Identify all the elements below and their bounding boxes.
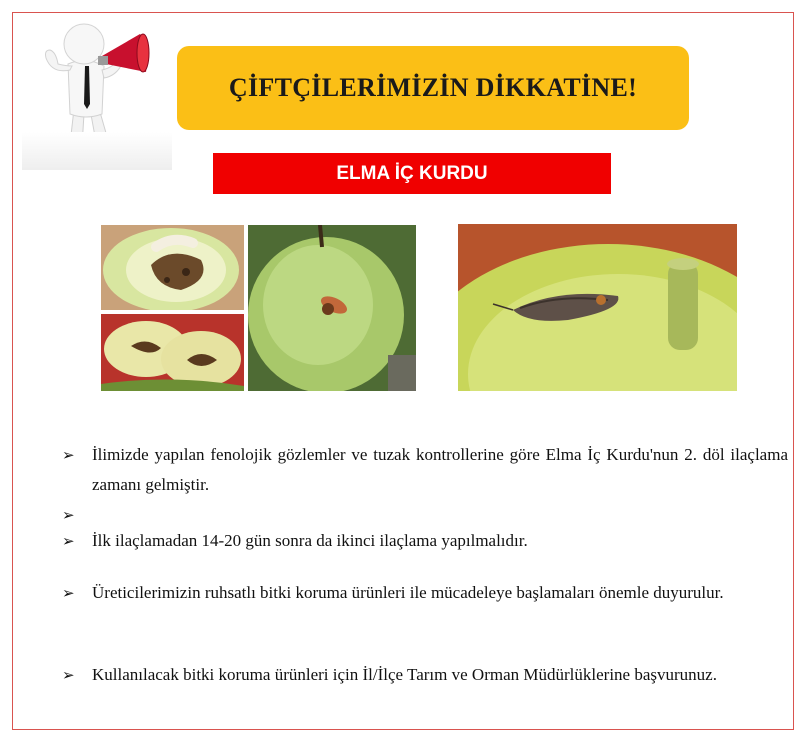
apple-larva-cut-photo [101,225,244,310]
arrow-bullet-icon: ➢ [62,532,75,550]
arrow-bullet-icon: ➢ [62,446,75,464]
arrow-bullet-icon: ➢ [62,584,75,602]
arrow-bullet-icon: ➢ [62,506,75,524]
list-item: ➢ Kullanılacak bitki koruma ürünleri için İl/İlçe Tarım ve Orman Müdürlüklerine başvurunuz. [62,660,788,690]
apple-halves-damage-photo [101,314,244,391]
list-item: ➢ İlimizde yapılan fenolojik gözlemler ve tuzak kontrollerine göre Elma İç Kurdu'nun 2. döl ilaçlama zamanı gelmiştir. [62,440,788,500]
page-subtitle: ELMA İÇ KURDU [336,162,488,184]
subtitle-banner [213,153,611,194]
megaphone-person-icon [22,14,172,170]
list-item: ➢ Üreticilerimizin ruhsatlı bitki koruma ürünleri ile mücadeleye başlamaları önemle duyurulur. [62,578,788,608]
title-banner [177,46,689,130]
list-item: ➢ İlk ilaçlamadan 14-20 gün sonra da ikinci ilaçlama yapılmalıdır. [62,526,788,556]
green-apple-worm-photo [248,225,416,391]
codling-moth-on-apple-photo [458,224,737,391]
arrow-bullet-icon: ➢ [62,666,75,684]
page-title: ÇİFTÇİLERİMİZİN DİKKATİNE! [228,73,638,102]
